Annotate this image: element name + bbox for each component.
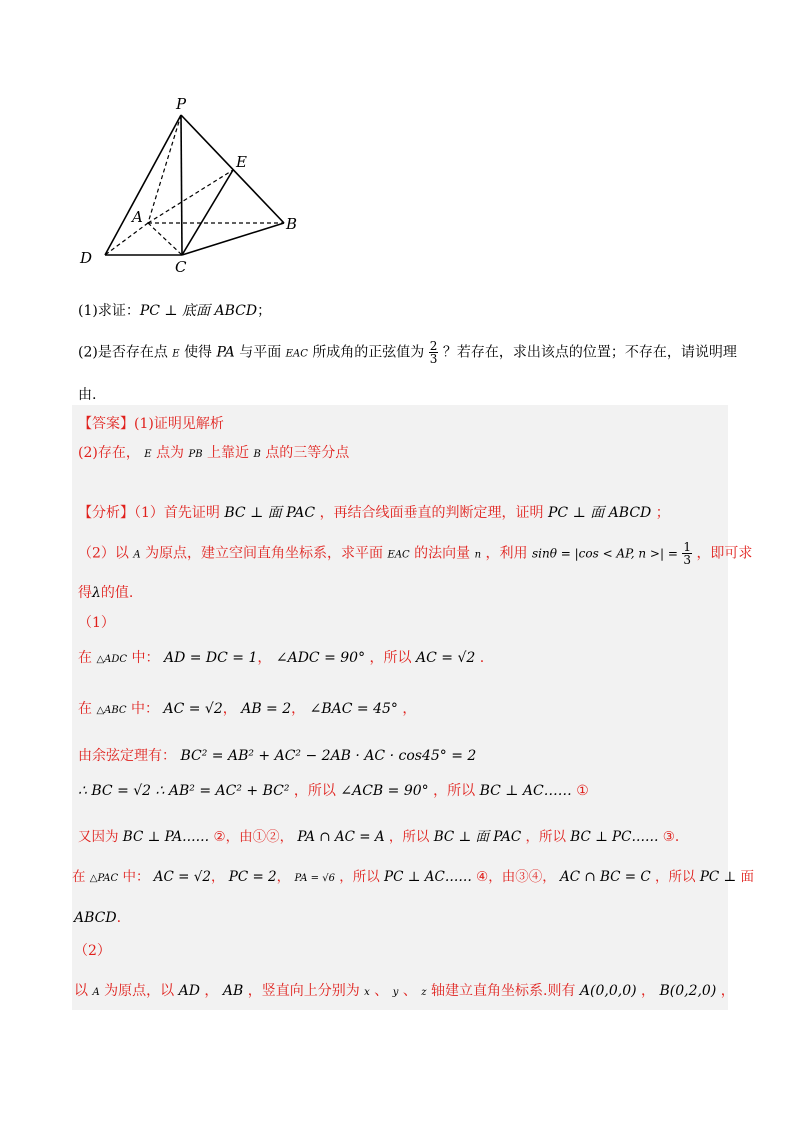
text-analysis-l1_a: （1）首先证明: [134, 505, 220, 521]
text-sol1-r2_c: ，: [402, 701, 417, 717]
text-answer-tag: 【答案】: [78, 416, 134, 432]
text-analysis-l2_c: 的法向量: [414, 545, 471, 562]
answer-line-2: [78, 442, 349, 462]
text-analysis-l2_d: ，利用: [485, 545, 528, 562]
sol2-row-1: [74, 980, 735, 1000]
label-A: A: [132, 208, 143, 226]
text-sol1-r4_b: ，所以: [433, 783, 476, 799]
sol1-row-5: [78, 825, 679, 845]
text-sol1-r5_m1: BC ⊥ PA……: [122, 829, 210, 845]
text-analysis-l1_m2: PC ⊥ 面 ABCD: [548, 505, 652, 521]
answer-line-1: [78, 413, 224, 433]
text-answer-a2_E: E: [144, 449, 152, 460]
text-sol1-r1_tri: △ADC: [96, 654, 128, 665]
pyramid-figure: [70, 95, 310, 275]
text-analysis-l1_m1: BC ⊥ 面 PAC: [224, 505, 316, 521]
text-sol1-r4_m3: BC ⊥ AC……: [479, 783, 572, 799]
text-answer-a2_PB: PB: [188, 449, 203, 460]
text-analysis-l2_a: （2）以: [78, 545, 129, 562]
sol1-row-7: [74, 910, 121, 926]
text-analysis-l2_A: A: [133, 549, 141, 561]
text-sol2-r1_z: z: [421, 987, 427, 998]
sol1-head: [78, 612, 115, 632]
text-sol1-r1_b: 中：: [131, 650, 160, 666]
text-sol1-r5_d: ，所以: [525, 829, 566, 845]
text-sol1-r5_a: 又因为: [78, 829, 119, 845]
text-sol2-r1_c: ，: [204, 983, 219, 999]
label-P: P: [176, 95, 187, 113]
text-sol1-r6_m3: PA = √6: [294, 873, 335, 884]
text-q2-prefix: (2)是否存在点: [78, 344, 168, 361]
text-sol1-r5_m2: PA ∩ AC = A: [297, 829, 385, 845]
text-sol1-r5_e: ③.: [662, 829, 680, 845]
text-answer-a2_end: 点的三等分点: [265, 445, 350, 461]
text-analysis-l2_EAC: EAC: [387, 549, 410, 561]
text-analysis-l2_m: sinθ = |cos < AP, n >| =: [531, 546, 678, 561]
fraction-two-thirds: [429, 340, 439, 365]
text-sol2-r1_e: 、: [374, 983, 389, 999]
text-sol1-r6_m2: PC = 2: [228, 869, 277, 885]
text-sol1-r3_a: 由余弦定理有：: [78, 748, 176, 764]
text-sol1-r4_m2: ∠ACB = 90°: [340, 783, 429, 799]
text-analysis-l3_lambda: λ: [92, 585, 101, 601]
text-sol2-r1_pA: A(0,0,0): [579, 983, 637, 999]
text-answer-a2_pre: (2)存在，: [78, 445, 140, 461]
label-C: C: [175, 258, 187, 275]
text-sol1-r1_m3: AC = √2: [416, 650, 476, 666]
text-sol1-r1_m2: ∠ADC = 90°: [275, 650, 366, 666]
text-sol2-r1_AD: AD: [178, 983, 200, 999]
label-D: D: [80, 249, 93, 267]
text-answer-a1: (1)证明见解析: [134, 416, 224, 432]
text-sol1-r6_c: ，所以: [339, 869, 380, 885]
text-answer-a2_mid2: 上靠近: [207, 445, 250, 461]
text-sol1-r4_c: ①: [576, 783, 589, 799]
text-sol1-r2_b: 中：: [131, 701, 160, 717]
text-sol1-r6_tri: △PAC: [89, 873, 119, 884]
text-sol1-r1_m1: AD = DC = 1: [163, 650, 258, 666]
text-sol1-r3_m: BC² = AB² + AC² − 2AB · AC · cos45° = 2: [180, 748, 477, 764]
label-B: B: [286, 215, 298, 233]
text-answer-a2_B: B: [253, 449, 261, 460]
text-sol1-r1_c: ，所以: [369, 650, 412, 666]
text-sol1-r1_d: .: [479, 650, 485, 666]
text-q2-EAC: EAC: [285, 348, 308, 360]
text-sol1-head: （1）: [78, 615, 115, 631]
text-sol2-r1_h: ，: [641, 983, 656, 999]
text-q2-pointE: E: [172, 348, 180, 360]
text-q1-math: PC ⊥ 底面 ABCD: [139, 303, 258, 319]
text-q2-frac_num: 2: [429, 339, 438, 353]
text-sol2-r1_pB: B(0,2,0): [659, 983, 717, 999]
text-analysis-l1_c: ；: [655, 505, 670, 521]
text-sol1-r5_m3: BC ⊥ 面 PAC: [433, 829, 522, 845]
text-sol2-r1_AB: AB: [222, 983, 244, 999]
text-sol1-r4_m1: ∴ BC = √2 ∴ AB² = AC² + BC²: [78, 783, 290, 799]
text-sol1-r5_c: ，所以: [388, 829, 430, 845]
text-sol1-r7_a: .: [116, 910, 122, 926]
question-2-cont: [78, 384, 96, 404]
text-sol1-r2_tri: △ABC: [96, 705, 127, 716]
text-analysis-l2_e: ，即可求: [696, 545, 753, 562]
text-sol2-r1_d: ，竖直向上分别为: [247, 983, 360, 999]
text-sol1-r6_m4: PC ⊥ AC……: [384, 869, 472, 885]
text-sol1-r2_m3: ∠BAC = 45°: [309, 701, 398, 717]
text-q1-prefix: (1)求证：: [78, 303, 140, 319]
text-sol1-r6_a: 在: [72, 869, 86, 885]
text-analysis-l2_fd: 3: [683, 553, 691, 567]
text-sol2-r1_f: 、: [402, 983, 417, 999]
analysis-line-1: [78, 502, 670, 522]
text-q2-mid3: 所成角的正弦值为: [312, 344, 425, 361]
text-sol2-r1_y: y: [392, 987, 399, 998]
text-sol2-r1_x: x: [364, 987, 370, 998]
sol1-row-1: 在 △ADC 中： AD = DC = 1， ∠ADC = 90° ，所以 AC = √2 .: [78, 650, 485, 666]
text-analysis-l3: 得: [78, 585, 92, 601]
sol1-row-4: [78, 780, 589, 800]
text-sol2-r1_a: 以: [74, 983, 88, 999]
question-1: [78, 300, 271, 320]
text-analysis-l3_b: 的值.: [100, 585, 134, 601]
text-sol1-r6_m6: PC ⊥: [699, 869, 737, 885]
sol2-head: [74, 940, 111, 960]
text-analysis-l2_b: 为原点，建立空间直角坐标系，求平面: [145, 545, 384, 562]
sol1-row-2: 在 △ABC 中： AC = √2， AB = 2， ∠BAC = 45° ，: [78, 701, 417, 717]
text-q2-mid2: 与平面: [239, 344, 282, 361]
text-q2-rest: ？若存在，求出该点的位置；不存在，请说明理: [442, 344, 737, 361]
text-sol1-r4_a: ，所以: [293, 783, 336, 799]
text-sol1-r2_a: 在: [78, 701, 92, 717]
text-sol1-r6_e: ，所以: [655, 869, 696, 885]
text-analysis-l1_b: ，再结合线面垂直的判断定理，证明: [319, 505, 544, 521]
text-sol2-r1_g: 轴建立直角坐标系.则有: [431, 983, 576, 999]
analysis-line-2: [78, 541, 752, 566]
text-analysis-l2_n: n: [474, 549, 482, 561]
sol1-row-6: 在 △PAC 中： AC = √2， PC = 2， PA = √6 ，所以 PC ⊥ AC…… ④，由③④， AC ∩ BC = C ，所以 PC ⊥ 面: [72, 869, 755, 885]
text-sol2-r1_A: A: [92, 987, 100, 998]
text-sol1-r2_m1: AC = √2: [163, 701, 223, 717]
question-2: [78, 340, 737, 365]
text-sol1-r5_b: ②，由①②，: [213, 829, 294, 845]
text-sol1-r6_b: 中：: [122, 869, 150, 885]
text-q2-PA: PA: [216, 344, 235, 361]
text-answer-a2_mid: 点为: [156, 445, 185, 461]
text-sol1-r6_f: 面: [740, 869, 755, 885]
text-sol1-r7_m: ABCD: [74, 910, 117, 926]
answer-panel: [72, 405, 755, 1010]
label-E: E: [236, 153, 247, 171]
text-q2-mid1: 使得: [184, 344, 213, 361]
text-sol1-r6_d: ④，由③④，: [476, 869, 556, 885]
text-analysis-l2_fn: 1: [683, 540, 691, 554]
text-sol2-r1_b: 为原点，以: [104, 983, 175, 999]
text-q2-line2: 由.: [78, 387, 97, 403]
text-sol1-r1_a: 在: [78, 650, 92, 666]
text-sol2-head: （2）: [74, 943, 111, 959]
text-sol1-r6_m5: AC ∩ BC = C: [560, 869, 651, 885]
sol1-row-3: [78, 745, 476, 765]
text-q2-frac_den: 3: [429, 352, 438, 366]
text-sol1-r6_m1: AC = √2: [153, 869, 211, 885]
text-sol1-r2_m2: AB = 2: [241, 701, 292, 717]
text-analysis-tag: 【分析】: [78, 505, 134, 521]
text-sol1-r5_m4: BC ⊥ PC……: [570, 829, 659, 845]
text-sol2-r1_i: ，: [720, 983, 735, 999]
analysis-line-3: [78, 582, 133, 602]
text-q1-suffix: ；: [257, 303, 272, 319]
